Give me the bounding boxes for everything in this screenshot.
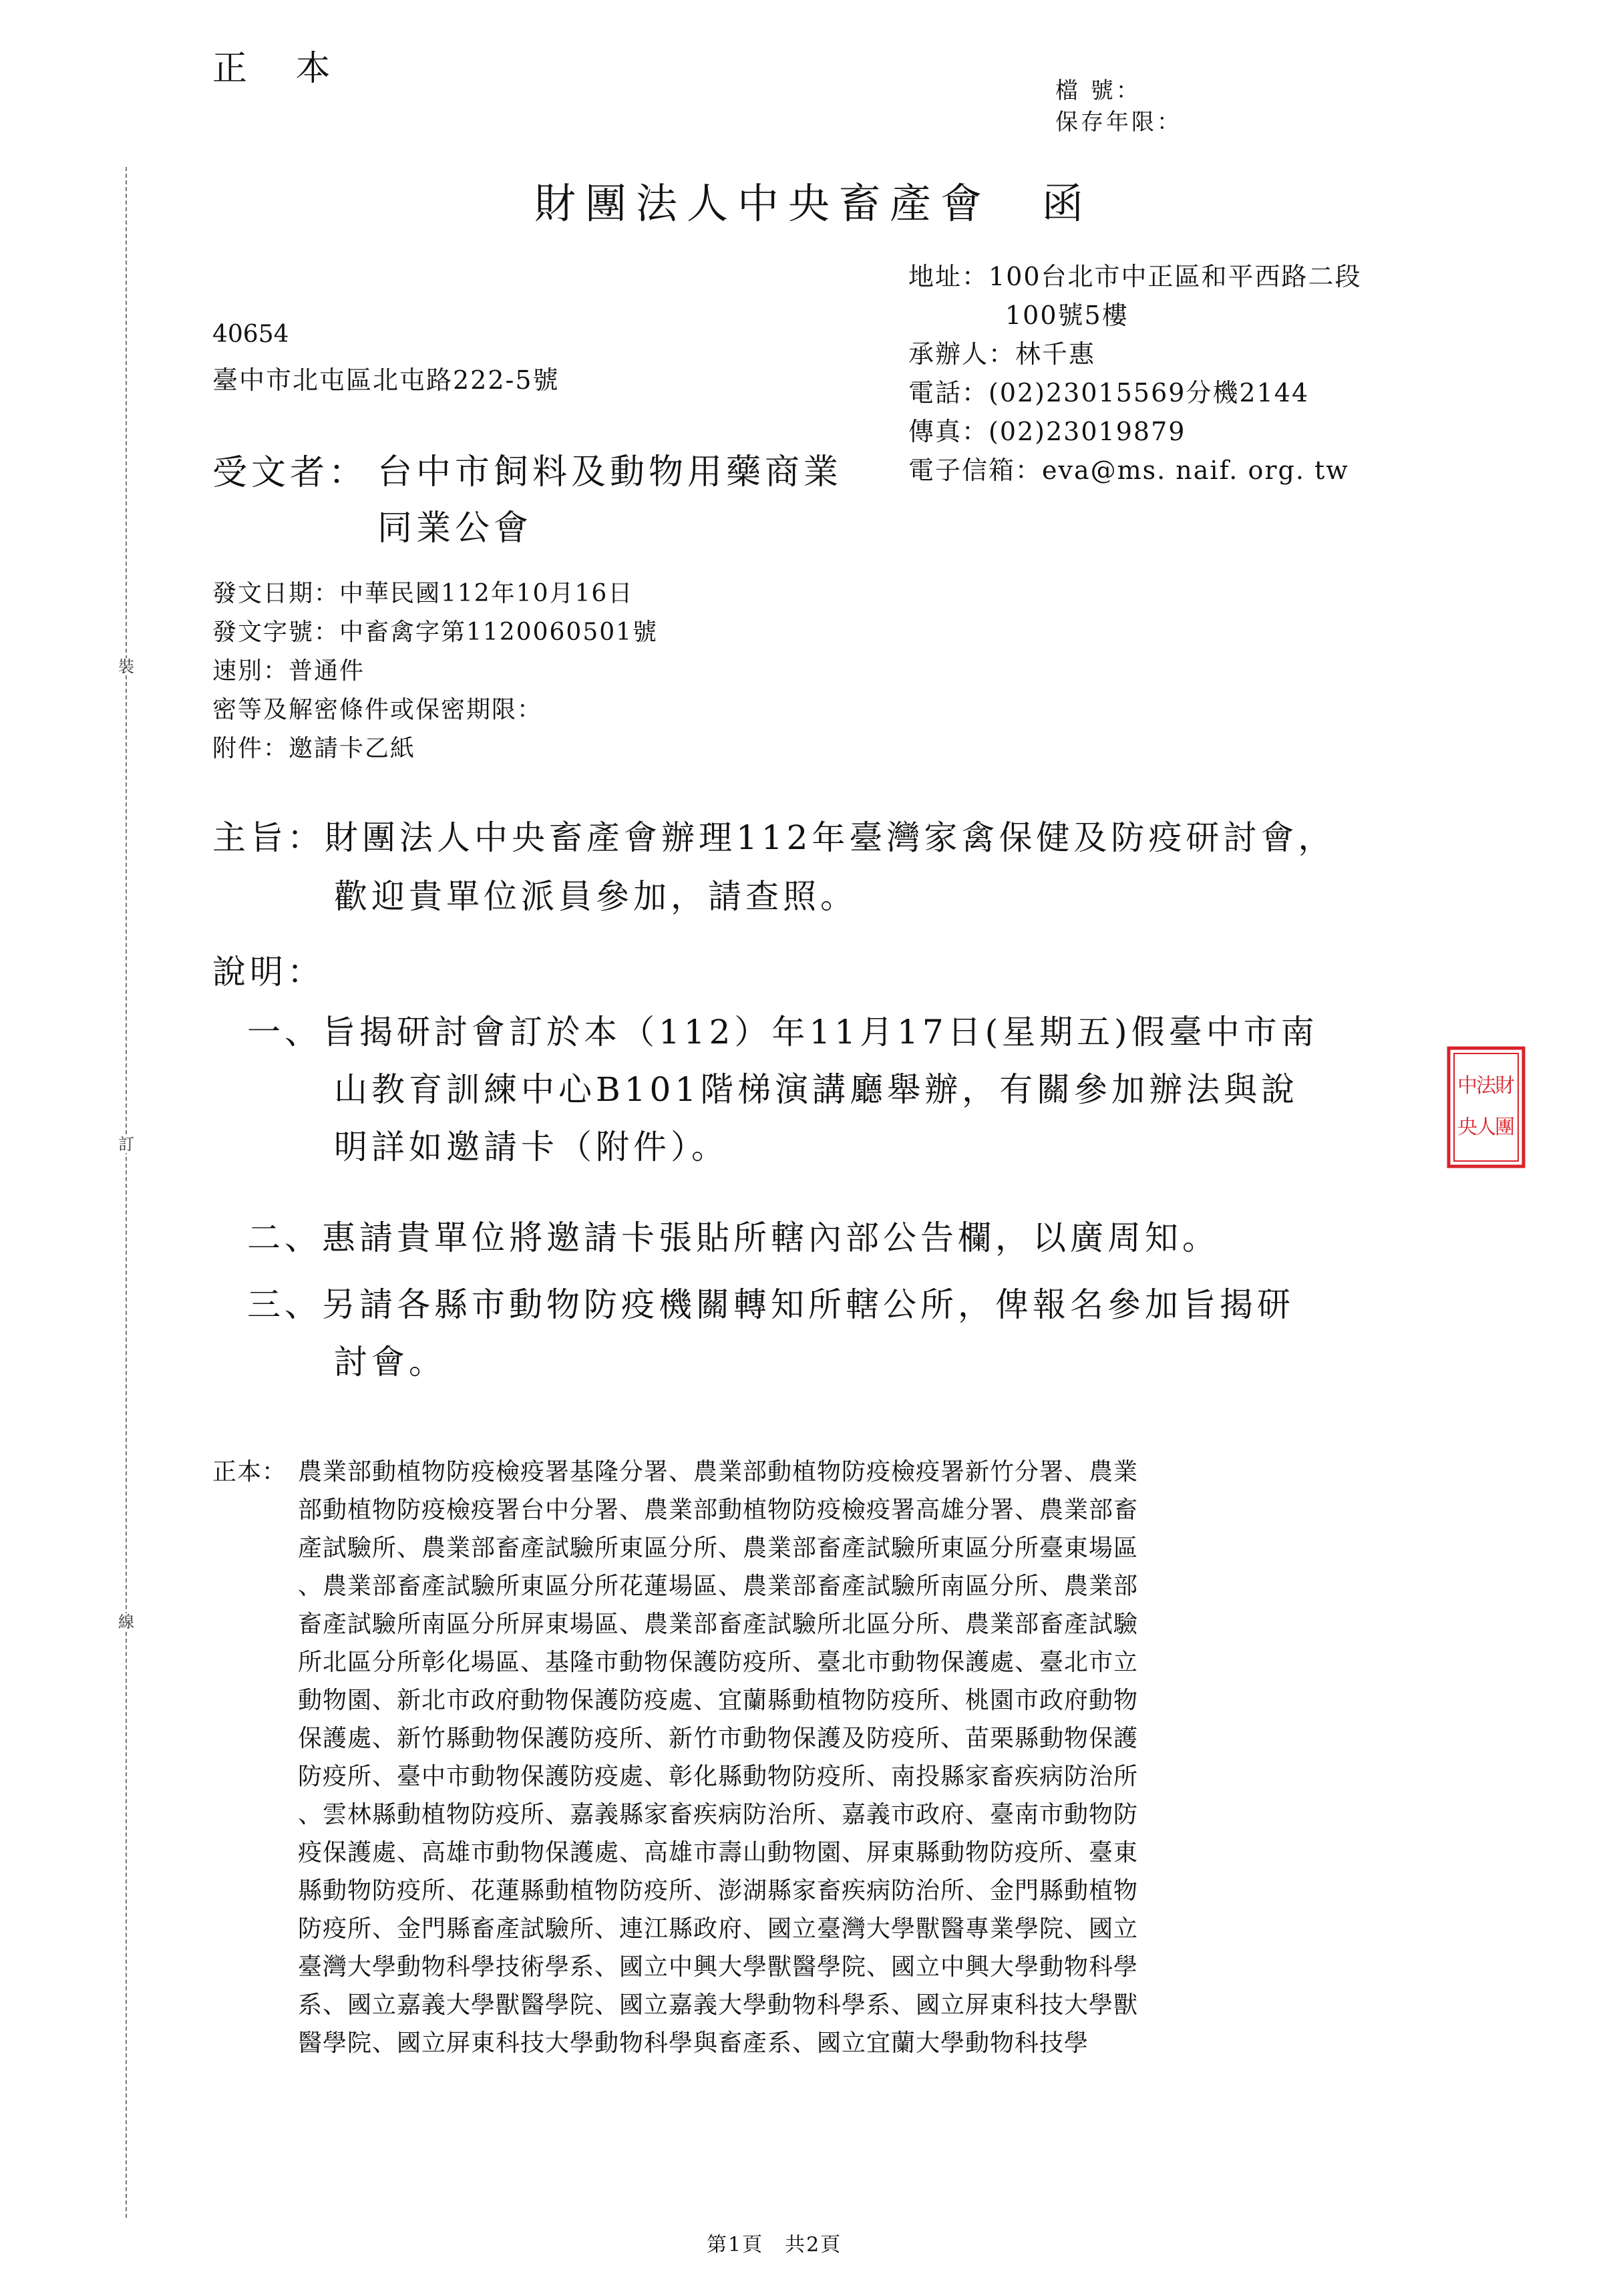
explanation-item-3-line2: 討會。 <box>334 1343 446 1381</box>
sender-handler: 承辦人：林千惠 <box>908 339 1096 369</box>
file-number-label: 檔 號： <box>1055 77 1141 104</box>
sender-email: 電子信箱：eva@ms. naif. org. tw <box>908 456 1349 485</box>
explanation-item-1 <box>247 1003 1318 1176</box>
subject-line1: 主旨：財團法人中央畜產會辦理112年臺灣家禽保健及防疫研討會， <box>212 818 1336 857</box>
cc-line: 、農業部畜產試驗所東區分所花蓮場區、農業部畜產試驗所南區分所、農業部 <box>298 1573 1139 1600</box>
sender-contact-block <box>908 257 1362 490</box>
seal-character: 法 <box>1476 1074 1496 1098</box>
seal-character: 中 <box>1457 1074 1477 1098</box>
subject-line2: 歡迎貴單位派員參加，請查照。 <box>334 877 858 916</box>
cc-line: 系、國立嘉義大學獸醫學院、國立嘉義大學動物科學系、國立屏東科技大學獸 <box>298 1991 1139 2019</box>
seal-border <box>1449 1048 1524 1166</box>
binding-line <box>126 167 127 2218</box>
cc-line: 疫保護處、高雄市動物保護處、高雄市壽山動物園、屏東縣動物防疫所、臺東 <box>298 1839 1139 1866</box>
binding-char-xian: 線 <box>118 1613 134 1631</box>
recipient-name <box>377 444 842 556</box>
attachment: 附件：邀請卡乙紙 <box>212 735 416 762</box>
explanation-label: 說明： <box>212 953 325 991</box>
sender-address-text: 100台北市中正區和平西路二段 <box>989 262 1362 291</box>
official-seal-stamp <box>1446 1045 1526 1169</box>
cc-line: 動物園、新北市政府動物保護防疫處、宜蘭縣動植物防疫所、桃園市政府動物 <box>298 1687 1139 1714</box>
sender-fax: 傳真：(02)23019879 <box>908 417 1186 446</box>
cc-line: 部動植物防疫檢疫署台中分署、農業部動植物防疫檢疫署高雄分署、農業部畜 <box>298 1496 1139 1524</box>
cc-lines <box>298 1453 1500 2062</box>
cc-line: 畜產試驗所南區分所屏東場區、農業部畜產試驗所北區分所、農業部畜產試驗 <box>298 1611 1139 1638</box>
binding-char-zhuang: 裝 <box>118 657 134 676</box>
explanation-item-2-line1: 二、惠請貴單位將邀請卡張貼所轄內部公告欄，以廣周知。 <box>247 1218 1220 1257</box>
binding-char-ding: 訂 <box>118 1135 134 1154</box>
document-meta <box>212 575 658 768</box>
seal-character: 央 <box>1457 1116 1477 1139</box>
cc-line: 醫學院、國立屏東科技大學動物科學與畜產系、國立宜蘭大學動物科技學 <box>298 2029 1089 2057</box>
receiver-address: 臺中市北屯區北屯路222-5號 <box>212 365 560 395</box>
seal-inner-border <box>1454 1053 1518 1161</box>
cc-line: 、雲林縣動植物防疫所、嘉義縣家畜疾病防治所、嘉義市政府、臺南市動物防 <box>298 1801 1139 1828</box>
sender-phone: 電話：(02)23015569分機2144 <box>908 378 1310 407</box>
subject-section <box>212 808 1335 926</box>
cc-line: 縣動物防疫所、花蓮縣動植物防疫所、澎湖縣家畜疾病防治所、金門縣動植物 <box>298 1877 1139 1905</box>
document-number: 發文字號：中畜禽字第1120060501號 <box>212 619 659 646</box>
cc-line: 臺灣大學動物科學技術學系、國立中興大學獸醫學院、國立中興大學動物科學 <box>298 1953 1139 1981</box>
cc-line: 產試驗所、農業部畜產試驗所東區分所、農業部畜產試驗所東區分所臺東場區 <box>298 1534 1139 1562</box>
cc-label: 正本： <box>212 1458 287 1486</box>
recipient-name-line2: 同業公會 <box>377 508 533 548</box>
explanation-item-3 <box>247 1276 1294 1391</box>
page-footer: 第1頁 共2頁 <box>707 2233 842 2257</box>
cc-line: 農業部動植物防疫檢疫署基隆分署、農業部動植物防疫檢疫署新竹分署、農業 <box>298 1458 1139 1486</box>
sender-address-line1 <box>908 257 1362 296</box>
retention-period-label: 保存年限： <box>1055 109 1182 136</box>
explanation-item-1-line1: 一、旨揭研討會訂於本（112）年11月17日(星期五)假臺中市南 <box>247 1013 1318 1051</box>
document-title: 財團法人中央畜產會 函 <box>534 179 1093 228</box>
seal-character: 團 <box>1495 1116 1515 1139</box>
sender-address-line2: 100號5樓 <box>1005 301 1129 330</box>
explanation-item-1-line3: 明詳如邀請卡（附件）。 <box>334 1128 729 1166</box>
explanation-item-1-line2: 山教育訓練中心B101階梯演講廳舉辦，有關參加辦法與說 <box>334 1070 1299 1109</box>
seal-character: 財 <box>1495 1074 1515 1098</box>
recipient-label: 受文者： <box>212 453 368 493</box>
issue-date: 發文日期：中華民國112年10月16日 <box>212 580 634 607</box>
explanation-item-2 <box>247 1209 1220 1267</box>
cc-line: 所北區分所彰化場區、基隆市動物保護防疫所、臺北市動物保護處、臺北市立 <box>298 1649 1139 1676</box>
cc-line: 防疫所、金門縣畜產試驗所、連江縣政府、國立臺灣大學獸醫專業學院、國立 <box>298 1915 1139 1943</box>
seal-character: 人 <box>1476 1116 1496 1139</box>
delivery-speed: 速別：普通件 <box>212 657 365 685</box>
secrecy-level: 密等及解密條件或保密期限： <box>212 696 543 723</box>
recipient-name-line1: 台中市飼料及動物用藥商業 <box>377 452 843 492</box>
cc-line: 防疫所、臺中市動物保護防疫處、彰化縣動物防疫所、南投縣家畜疾病防治所 <box>298 1763 1139 1790</box>
explanation-item-3-line1: 三、另請各縣市動物防疫機關轉知所轄公所，俾報名參加旨揭研 <box>247 1285 1294 1324</box>
sender-address-label: 地址： <box>908 262 989 291</box>
receiver-postcode: 40654 <box>212 321 289 348</box>
copy-mark: 正 本 <box>212 49 349 89</box>
cc-line: 保護處、新竹縣動物保護防疫所、新竹市動物保護及防疫所、苗栗縣動物保護 <box>298 1725 1139 1752</box>
